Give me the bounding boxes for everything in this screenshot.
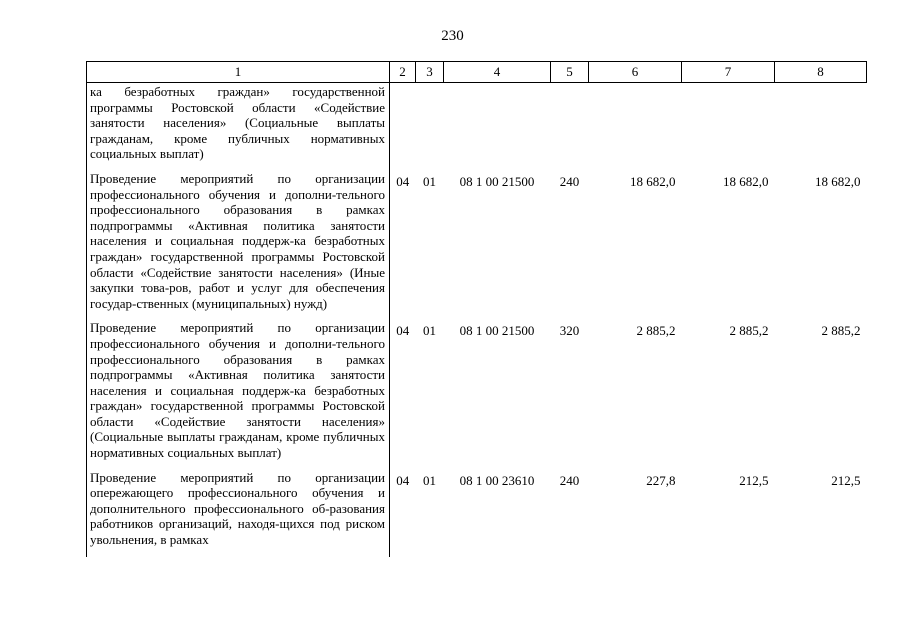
column-header-6: 6 xyxy=(589,62,682,83)
column-header-1: 1 xyxy=(87,62,390,83)
row-target-code: 08 1 00 23610 xyxy=(459,472,535,488)
column-header-5: 5 xyxy=(551,62,589,83)
row-name: Проведение мероприятий по организации опережающего профессионального обучения и дополнительного профессионального об-разования работников организаций, находя-щихся под риском увольнения, в рамках xyxy=(87,470,390,557)
table-header xyxy=(87,62,867,83)
row-subsection: 01 xyxy=(423,323,436,339)
page-number: 230 xyxy=(441,28,464,44)
row-expense-type: 240 xyxy=(559,173,580,189)
column-header-4: 4 xyxy=(444,62,551,83)
row-name: ка безработных граждан» государственной программы Ростовской области «Содействие занятости населения» (Социальные выплаты гражданам, кроме публичных нормативных социальных выплат) xyxy=(87,83,390,171)
row-expense-type: 320 xyxy=(559,323,580,339)
row-amount-year-1 xyxy=(589,83,682,171)
row-expense-type xyxy=(551,83,589,171)
row-amount-year-3: 212,5 xyxy=(831,472,861,488)
row-subsection: 01 xyxy=(423,472,436,488)
row-amount-year-2: 18 682,0 xyxy=(723,173,769,189)
row-amount-year-2: 212,5 xyxy=(739,472,769,488)
table-row xyxy=(87,171,867,320)
row-subsection: 01 xyxy=(423,173,436,189)
column-header-2: 2 xyxy=(390,62,416,83)
row-amount-year-2: 2 885,2 xyxy=(729,323,769,339)
row-amount-year-1: 227,8 xyxy=(646,472,676,488)
row-amount-year-3: 2 885,2 xyxy=(821,323,861,339)
row-amount-year-3: 18 682,0 xyxy=(815,173,861,189)
table-row xyxy=(87,83,867,171)
row-section xyxy=(390,83,416,171)
column-header-8: 8 xyxy=(775,62,867,83)
row-amount-year-1: 18 682,0 xyxy=(630,173,676,189)
table-row xyxy=(87,470,867,557)
column-header-3: 3 xyxy=(416,62,444,83)
row-subsection xyxy=(416,83,444,171)
row-target-code: 08 1 00 21500 xyxy=(459,323,535,339)
row-section: 04 xyxy=(396,472,410,488)
row-section: 04 xyxy=(396,173,410,189)
row-target-code: 08 1 00 21500 xyxy=(459,173,535,189)
column-header-7: 7 xyxy=(682,62,775,83)
row-expense-type: 240 xyxy=(559,472,580,488)
row-section: 04 xyxy=(396,323,410,339)
row-amount-year-3 xyxy=(775,83,867,171)
budget-table xyxy=(86,61,867,557)
row-name: Проведение мероприятий по организации профессионального обучения и дополни-тельного профессионального образования в рамках подпрограммы «Активная политика занятости населения и социальная поддерж-ка безработных граждан» государственной программы Ростовской области «Содействие занятости населения» (Иные закупки това-ров, работ и услуг для обеспечения государ-ственных (муниципальных) нужд) xyxy=(87,171,390,320)
row-amount-year-1: 2 885,2 xyxy=(636,323,676,339)
table-row xyxy=(87,320,867,469)
row-amount-year-2 xyxy=(682,83,775,171)
row-target-code xyxy=(444,83,551,171)
row-name: Проведение мероприятий по организации профессионального обучения и дополни-тельного профессионального образования в рамках подпрограммы «Активная политика занятости населения и социальная поддерж-ка безработных граждан» государственной программы Ростовской области «Содействие занятости населения» (Социальные выплаты гражданам, кроме публичных нормативных социальных выплат) xyxy=(87,320,390,469)
